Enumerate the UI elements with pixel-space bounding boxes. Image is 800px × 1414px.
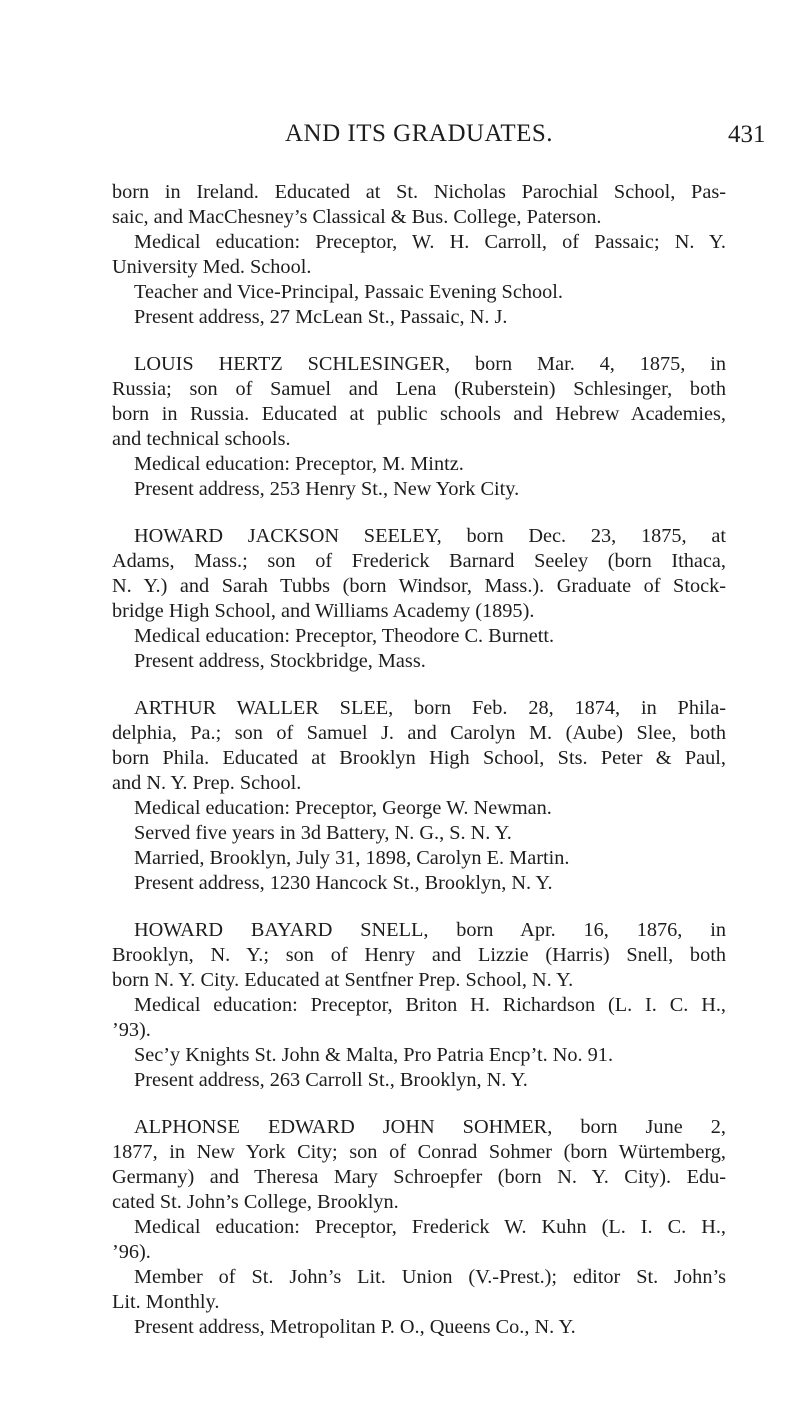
text-line: Medical education: Preceptor, M. Mintz. [134,453,464,475]
text-line: 1877, in New York City; son of Conrad Sohmer (born Würtemberg, [112,1141,726,1163]
text-line: University Med. School. [112,256,312,278]
text-line: N. Y.) and Sarah Tubbs (born Windsor, Mass.). Graduate of Stock- [112,575,726,597]
text-line: LOUIS HERTZ SCHLESINGER, born Mar. 4, 1875, in [134,353,726,375]
text-line: ’96). [112,1241,151,1263]
text-line: ALPHONSE EDWARD JOHN SOHMER, born June 2, [134,1116,726,1138]
text-line: Medical education: Preceptor, Briton H. Richardson (L. I. C. H., [134,994,726,1016]
text-line: and technical schools. [112,428,291,450]
text-line: Germany) and Theresa Mary Schroepfer (born N. Y. City). Edu- [112,1166,726,1188]
text-line: Medical education: Preceptor, W. H. Carroll, of Passaic; N. Y. [134,231,726,253]
text-line: Present address, 27 McLean St., Passaic, N. J. [134,306,508,328]
page-body [112,180,726,1340]
text-line: bridge High School, and Williams Academy (1895). [112,600,535,622]
text-line: Member of St. John’s Lit. Union (V.-Prest.); editor St. John’s [134,1266,726,1288]
text-line: born in Russia. Educated at public schools and Hebrew Academies, [112,403,726,425]
text-line: Present address, Stockbridge, Mass. [134,650,426,672]
text-line: saic, and MacChesney’s Classical & Bus. College, Paterson. [112,206,602,228]
text-line: Sec’y Knights St. John & Malta, Pro Patria Encp’t. No. 91. [134,1044,614,1066]
text-line: ’93). [112,1019,151,1041]
text-line: Medical education: Preceptor, Frederick W. Kuhn (L. I. C. H., [134,1216,726,1238]
text-line: delphia, Pa.; son of Samuel J. and Carolyn M. (Aube) Slee, both [112,722,726,744]
text-line: Married, Brooklyn, July 31, 1898, Carolyn E. Martin. [134,847,570,869]
text-line: born N. Y. City. Educated at Sentfner Prep. School, N. Y. [112,969,574,991]
page-number: 431 [728,121,766,148]
running-title: AND ITS GRADUATES. [285,120,554,147]
text-line: Medical education: Preceptor, George W. Newman. [134,797,552,819]
text-line: Lit. Monthly. [112,1291,220,1313]
text-line: HOWARD BAYARD SNELL, born Apr. 16, 1876, in [134,919,726,941]
text-line: cated St. John’s College, Brooklyn. [112,1191,399,1213]
text-line: Served five years in 3d Battery, N. G., S. N. Y. [134,822,512,844]
text-line: Teacher and Vice-Principal, Passaic Evening School. [134,281,563,303]
text-line: Present address, 1230 Hancock St., Brooklyn, N. Y. [134,872,553,894]
text-line: and N. Y. Prep. School. [112,772,302,794]
text-line: Brooklyn, N. Y.; son of Henry and Lizzie (Harris) Snell, both [112,944,726,966]
text-line: Adams, Mass.; son of Frederick Barnard Seeley (born Ithaca, [112,550,726,572]
text-line: born in Ireland. Educated at St. Nicholas Parochial School, Pas- [112,181,726,203]
text-line: HOWARD JACKSON SEELEY, born Dec. 23, 1875, at [134,525,726,547]
text-line: Present address, Metropolitan P. O., Queens Co., N. Y. [134,1316,576,1338]
text-line: born Phila. Educated at Brooklyn High School, Sts. Peter & Paul, [112,747,726,769]
text-line: Present address, 253 Henry St., New York City. [134,478,520,500]
text-line: Medical education: Preceptor, Theodore C. Burnett. [134,625,555,647]
text-line: Russia; son of Samuel and Lena (Ruberstein) Schlesinger, both [112,378,726,400]
text-line: Present address, 263 Carroll St., Brooklyn, N. Y. [134,1069,528,1091]
text-line: ARTHUR WALLER SLEE, born Feb. 28, 1874, in Phila- [134,697,726,719]
